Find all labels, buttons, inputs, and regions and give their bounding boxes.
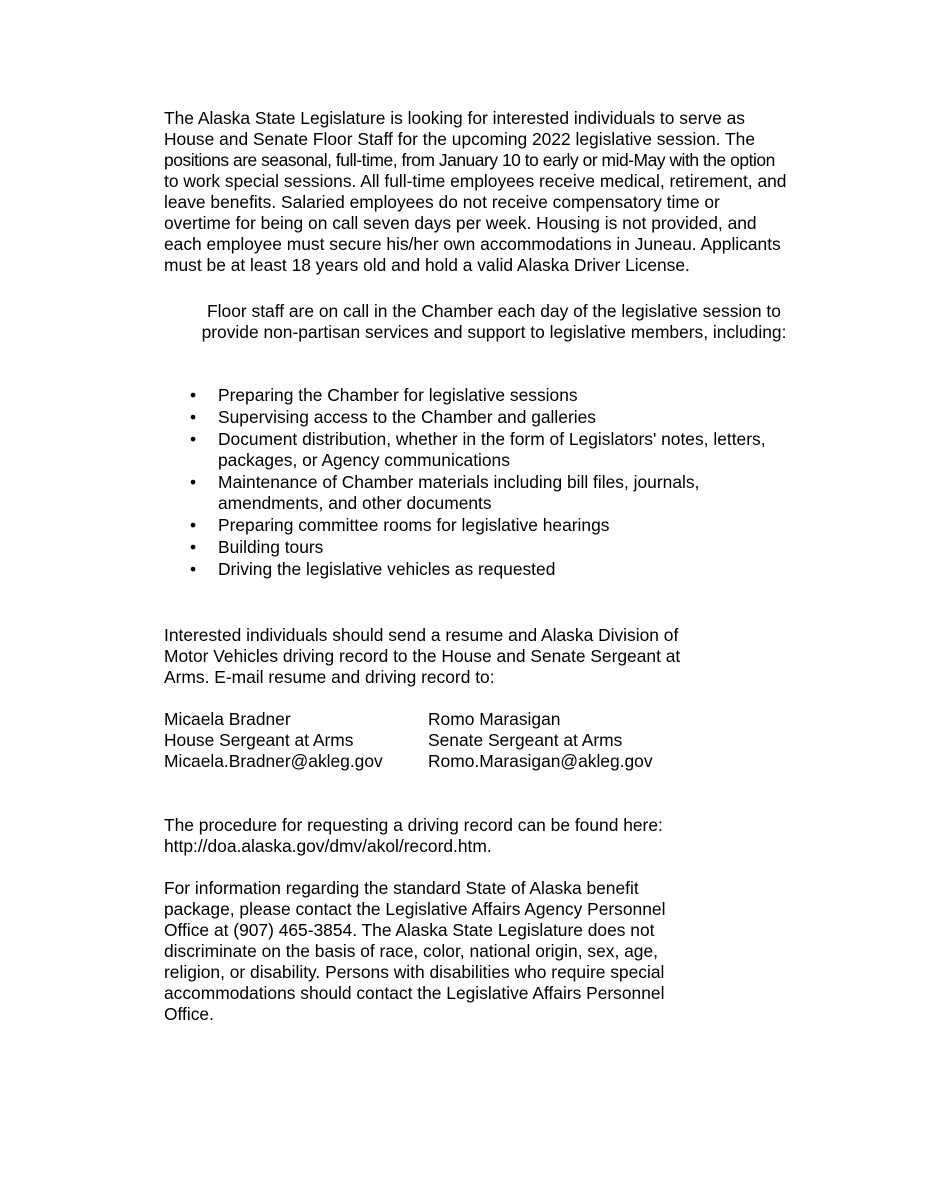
duties-list: [164, 385, 824, 581]
text-line: The procedure for requesting a driving record can be found here:: [164, 815, 663, 835]
text-line: discriminate on the basis of race, color, national origin, sex, age,: [164, 941, 658, 961]
text-line: religion, or disability. Persons with disabilities who require special: [164, 962, 665, 982]
bullet-icon: •: [190, 407, 197, 427]
list-item-text: Preparing the Chamber for legislative sessions: [218, 385, 578, 405]
contact-title: Senate Sergeant at Arms: [428, 730, 623, 750]
contact-name: Micaela Bradner: [164, 709, 291, 729]
text-line: each employee must secure his/her own accommodations in Juneau. Applicants: [164, 234, 781, 254]
list-item: [164, 407, 824, 428]
text-line: to work special sessions. All full-time employees receive medical, retirement, and: [164, 171, 787, 191]
text-line: must be at least 18 years old and hold a valid Alaska Driver License.: [164, 255, 690, 275]
contact-paragraph: [164, 625, 764, 688]
text-line: House and Senate Floor Staff for the upcoming 2022 legislative session. The: [164, 129, 756, 149]
bullet-icon: •: [190, 559, 197, 579]
list-item-text: Maintenance of Chamber materials including bill files, journals,: [218, 472, 700, 492]
contact-email: Romo.Marasigan@akleg.gov: [428, 751, 653, 771]
intro-paragraph: [164, 108, 824, 276]
contact-email: Micaela.Bradner@akleg.gov: [164, 751, 383, 771]
text-line: Floor staff are on call in the Chamber each day of the legislative session to: [207, 301, 781, 321]
list-item: [164, 559, 824, 580]
record-url: http://doa.alaska.gov/dmv/akol/record.htm.: [164, 836, 492, 856]
list-item: [164, 537, 824, 558]
list-item-text: Supervising access to the Chamber and galleries: [218, 407, 596, 427]
list-item: [164, 429, 824, 471]
list-item-text: packages, or Agency communications: [218, 450, 510, 470]
house-contact: [164, 709, 383, 772]
bullet-icon: •: [190, 385, 197, 405]
text-line: accommodations should contact the Legislative Affairs Personnel: [164, 983, 665, 1003]
list-item-text: Preparing committee rooms for legislative hearings: [218, 515, 610, 535]
list-item: [164, 515, 824, 536]
list-item-text: Document distribution, whether in the form of Legislators' notes, letters,: [218, 429, 766, 449]
list-item-text: amendments, and other documents: [218, 493, 492, 513]
list-item-text: Building tours: [218, 537, 324, 557]
text-line: overtime for being on call seven days per week. Housing is not provided, and: [164, 213, 757, 233]
contact-title: House Sergeant at Arms: [164, 730, 354, 750]
bullet-icon: •: [190, 472, 197, 492]
text-line: Motor Vehicles driving record to the House and Senate Sergeant at: [164, 646, 681, 666]
text-line: Office.: [164, 1004, 214, 1024]
bullet-icon: •: [190, 537, 197, 557]
text-line: package, please contact the Legislative Affairs Agency Personnel: [164, 899, 666, 919]
floor-staff-paragraph: [164, 301, 824, 343]
bullet-icon: •: [190, 515, 197, 535]
text-line: Arms. E-mail resume and driving record to:: [164, 667, 495, 687]
list-item: [164, 385, 824, 406]
text-line: The Alaska State Legislature is looking for interested individuals to serve as: [164, 108, 745, 128]
contact-name: Romo Marasigan: [428, 709, 561, 729]
benefits-paragraph: [164, 878, 764, 1025]
bullet-icon: •: [190, 429, 197, 449]
text-line: For information regarding the standard State of Alaska benefit: [164, 878, 639, 898]
text-line: provide non-partisan services and support to legislative members, including:: [201, 322, 787, 342]
senate-contact: [428, 709, 653, 772]
text-line: Interested individuals should send a resume and Alaska Division of: [164, 625, 679, 645]
text-line: positions are seasonal, full-time, from January 10 to early or mid-May with the option: [164, 150, 775, 170]
text-line: leave benefits. Salaried employees do not receive compensatory time or: [164, 192, 720, 212]
list-item: [164, 472, 824, 514]
list-item-text: Driving the legislative vehicles as requested: [218, 559, 556, 579]
text-line: Office at (907) 465-3854. The Alaska State Legislature does not: [164, 920, 655, 940]
procedure-paragraph: [164, 815, 764, 857]
